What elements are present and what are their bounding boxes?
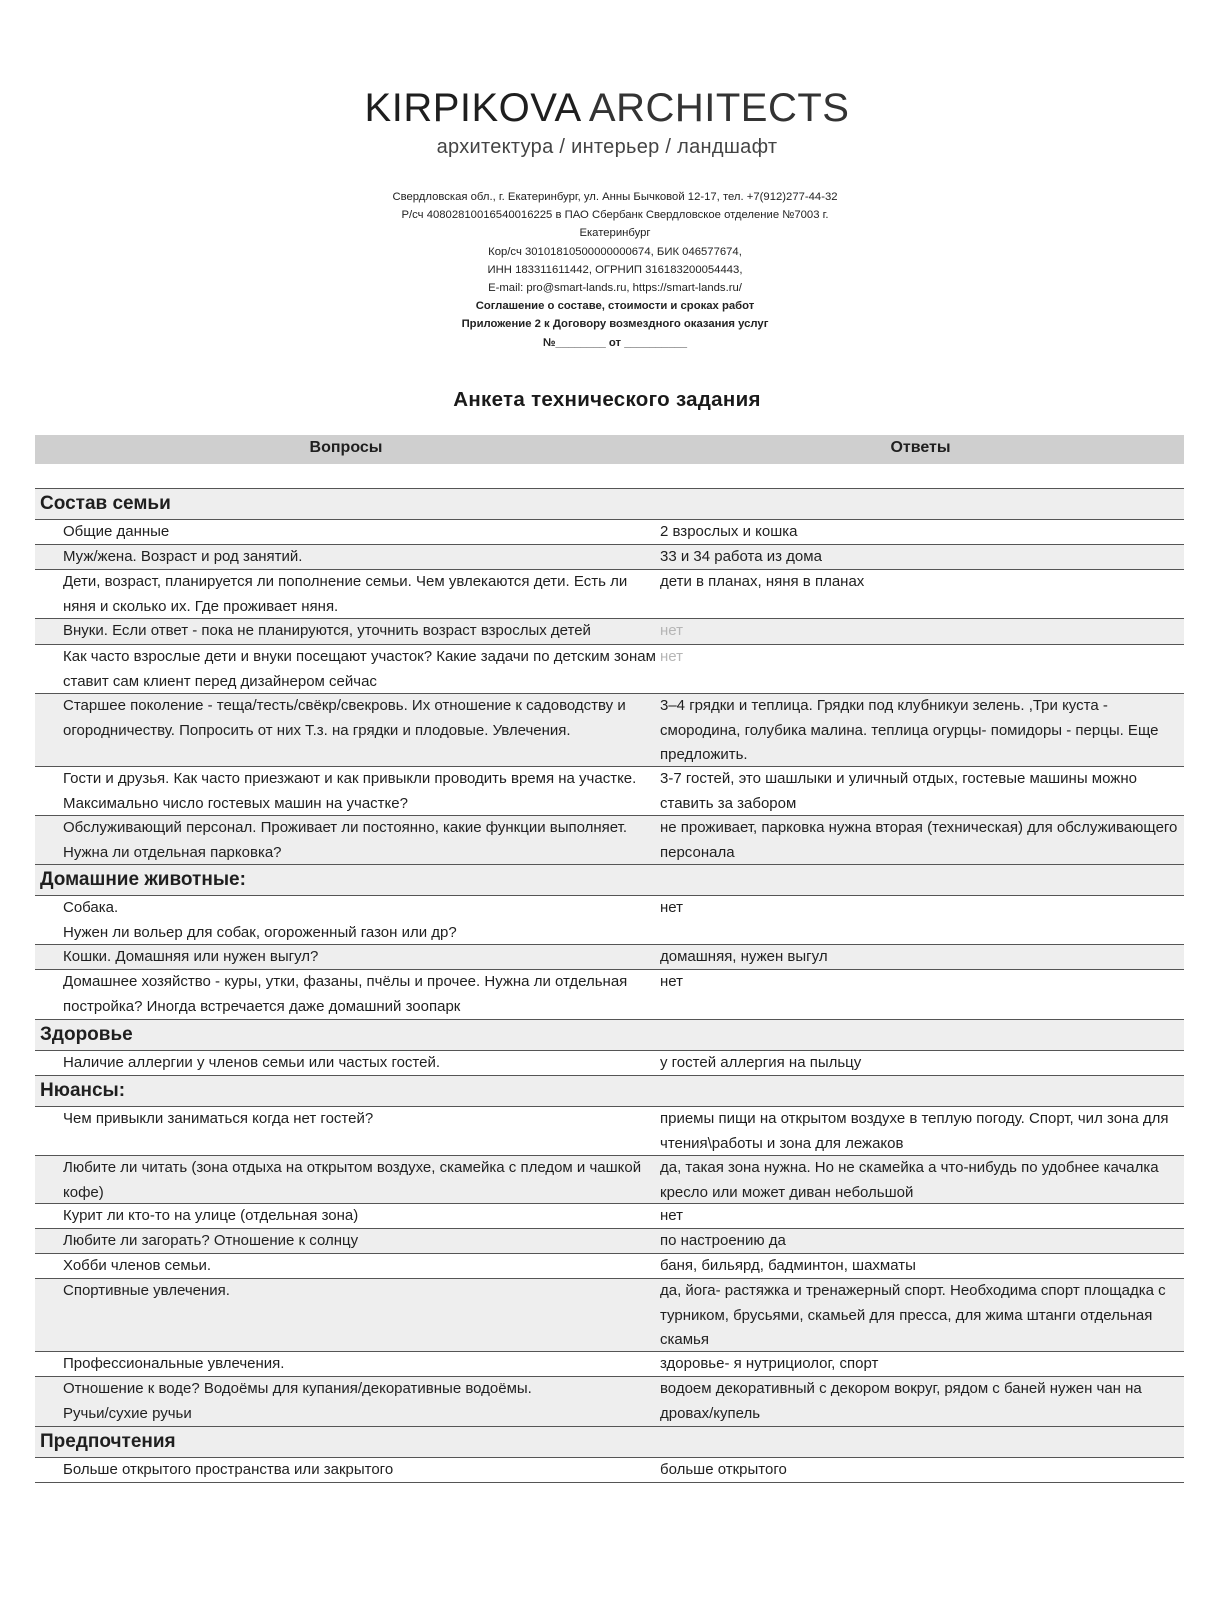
answer-cell: 3-7 гостей, это шашлыки и уличный отдых, гостевые машины можно ставить за забором bbox=[660, 770, 1137, 812]
table-header bbox=[35, 435, 1184, 464]
question-cell: Собака. Нужен ли вольер для собак, огороженный газон или др? bbox=[63, 899, 457, 941]
question-cell: Внуки. Если ответ - пока не планируются, уточнить возраст взрослых детей bbox=[63, 622, 591, 639]
question-cell: Общие данные bbox=[63, 523, 170, 540]
question-cell: Больше открытого пространства или закрытого bbox=[63, 1461, 394, 1478]
table-row bbox=[35, 1352, 1184, 1377]
question-cell: Гости и друзья. Как часто приезжают и как привыкли проводить время на участке. Максимально число гостевых машин на участке? bbox=[63, 770, 637, 812]
table-row bbox=[35, 645, 1184, 694]
table-row bbox=[35, 1051, 1184, 1076]
question-cell: Дети, возраст, планируется ли пополнение семьи. Чем увлекаются дети. Есть ли няня и сколько их. Где проживает няня. bbox=[63, 573, 628, 615]
question-cell: Отношение к воде? Водоёмы для купания/декоративные водоёмы. Ручьи/сухие ручьи bbox=[63, 1380, 532, 1422]
answer-cell: дети в планах, няня в планах bbox=[660, 573, 865, 590]
answer-cell: 2 взрослых и кошка bbox=[660, 523, 798, 540]
agreement-number: №________ от __________ bbox=[542, 336, 688, 349]
table-row bbox=[35, 1156, 1184, 1204]
brand-suffix: ARCHITECTS bbox=[588, 86, 850, 130]
answer-cell: 3–4 грядки и теплица. Грядки под клубникуи зелень. ,Три куста - смородина, голубика малина. теплица огурцы- помидоры - перцы. Еще предложить. bbox=[660, 697, 1159, 763]
section-header bbox=[35, 1427, 1184, 1458]
answer-cell: домашняя, нужен выгул bbox=[660, 948, 828, 965]
answers-column-header: Ответы bbox=[890, 439, 951, 456]
table-row bbox=[35, 520, 1184, 545]
answer-cell: 33 и 34 работа из дома bbox=[660, 548, 822, 565]
questions-column-header: Вопросы bbox=[309, 439, 383, 456]
table-row bbox=[35, 816, 1184, 865]
answer-cell: больше открытого bbox=[660, 1461, 787, 1478]
section-title: Состав семьи bbox=[40, 493, 171, 514]
info-line: Екатеринбург bbox=[579, 227, 651, 240]
question-cell: Кошки. Домашняя или нужен выгул? bbox=[63, 948, 319, 965]
table-row bbox=[35, 545, 1184, 570]
answer-cell: здоровье- я нутрициолог, спорт bbox=[660, 1355, 879, 1372]
brand-logo bbox=[0, 86, 1214, 131]
question-cell: Хобби членов семьи. bbox=[63, 1257, 212, 1274]
question-cell: Наличие аллергии у членов семьи или частых гостей. bbox=[63, 1054, 441, 1071]
question-cell: Муж/жена. Возраст и род занятий. bbox=[63, 548, 303, 565]
table-row bbox=[35, 1458, 1184, 1483]
section-title: Нюансы: bbox=[40, 1080, 126, 1101]
agreement-appendix: Приложение 2 к Договору возмездного оказания услуг bbox=[461, 318, 769, 331]
section-header bbox=[35, 1020, 1184, 1051]
table-row bbox=[35, 1279, 1184, 1352]
section-header bbox=[35, 1076, 1184, 1107]
question-cell: Профессиональные увлечения. bbox=[63, 1355, 285, 1372]
section-title: Предпочтения bbox=[40, 1431, 176, 1452]
table-row bbox=[35, 945, 1184, 970]
company-info bbox=[377, 188, 853, 352]
question-cell: Чем привыкли заниматься когда нет гостей? bbox=[63, 1110, 374, 1127]
answer-cell: не проживает, парковка нужна вторая (техническая) для обслуживающего персонала bbox=[660, 819, 1178, 861]
info-line: Кор/сч 30101810500000000674, БИК 046577674, bbox=[488, 245, 742, 258]
question-cell: Курит ли кто-то на улице (отдельная зона) bbox=[63, 1207, 359, 1224]
answer-cell: нет bbox=[660, 622, 683, 639]
section-header bbox=[35, 865, 1184, 896]
questionnaire-table bbox=[35, 435, 1184, 1483]
answer-cell: у гостей аллергия на пыльцу bbox=[660, 1054, 862, 1071]
answer-cell: нет bbox=[660, 648, 683, 665]
answer-cell: водоем декоративный с декором вокруг, рядом с баней нужен чан на дровах/купель bbox=[660, 1380, 1142, 1422]
table-row bbox=[35, 1254, 1184, 1279]
table-row bbox=[35, 570, 1184, 619]
info-line: ИНН 183311611442, ОГРНИП 316183200054443, bbox=[487, 263, 743, 276]
table-row bbox=[35, 1377, 1184, 1427]
table-spacer bbox=[35, 464, 1184, 489]
agreement-title: Соглашение о составе, стоимости и сроках работ bbox=[475, 300, 755, 313]
answer-cell: баня, бильярд, бадминтон, шахматы bbox=[660, 1257, 916, 1274]
info-line: Р/сч 40802810016540016225 в ПАО Сбербанк Свердловское отделение №7003 г. bbox=[401, 209, 829, 222]
section-title: Домашние животные: bbox=[40, 869, 246, 890]
info-line: E-mail: pro@smart-lands.ru, https://smart-lands.ru/ bbox=[488, 282, 742, 295]
answer-cell: нет bbox=[660, 899, 683, 916]
table-row bbox=[35, 1204, 1184, 1229]
question-cell: Как часто взрослые дети и внуки посещают участок? Какие задачи по детским зонам ставит сам клиент перед дизайнером сейчас bbox=[63, 648, 656, 690]
question-cell: Спортивные увлечения. bbox=[63, 1282, 230, 1299]
answer-cell: нет bbox=[660, 1207, 683, 1224]
table-row bbox=[35, 1229, 1184, 1254]
table-row bbox=[35, 694, 1184, 767]
answer-cell: приемы пищи на открытом воздухе в теплую погоду. Спорт, чил зона для чтения\работы и зона для лежаков bbox=[660, 1110, 1169, 1152]
table-row bbox=[35, 970, 1184, 1020]
question-cell: Обслуживающий персонал. Проживает ли постоянно, какие функции выполняет. Нужна ли отдельная парковка? bbox=[63, 819, 628, 861]
section-header bbox=[35, 489, 1184, 520]
answer-cell: нет bbox=[660, 973, 683, 990]
question-cell: Старшее поколение - теща/тесть/свёкр/свекровь. Их отношение к садоводству и огородничеству. Попросить от них Т.з. на грядки и плодовые. Увлечения. bbox=[63, 697, 626, 739]
answer-cell: да, йога- растяжка и тренажерный спорт. Необходима спорт площадка с турником, брусьями, скамьей для пресса, для жима штанги отдельная скамья bbox=[660, 1282, 1166, 1348]
question-cell: Любите ли загорать? Отношение к солнцу bbox=[63, 1232, 359, 1249]
table-row bbox=[35, 896, 1184, 945]
question-cell: Домашнее хозяйство - куры, утки, фазаны, пчёлы и прочее. Нужна ли отдельная постройка? Иногда встречается даже домашний зоопарк bbox=[63, 973, 628, 1015]
table-row bbox=[35, 619, 1184, 645]
document-title: Анкета технического задания bbox=[453, 388, 761, 411]
answer-cell: по настроению да bbox=[660, 1232, 786, 1249]
question-cell: Любите ли читать (зона отдыха на открытом воздухе, скамейка с пледом и чашкой кофе) bbox=[63, 1159, 642, 1201]
section-title: Здоровье bbox=[40, 1024, 133, 1045]
table-body bbox=[35, 489, 1184, 1483]
answer-cell: да, такая зона нужна. Но не скамейка а что-нибудь по удобнее качалка кресло или может диван небольшой bbox=[660, 1159, 1159, 1201]
table-row bbox=[35, 767, 1184, 816]
brand-name: KIRPIKOVA bbox=[364, 86, 580, 130]
info-line: Свердловская обл., г. Екатеринбург, ул. Анны Бычковой 12-17, тел. +7(912)277-44-32 bbox=[392, 191, 838, 203]
brand-tagline: архитектура / интерьер / ландшафт bbox=[436, 136, 778, 158]
table-row bbox=[35, 1107, 1184, 1156]
